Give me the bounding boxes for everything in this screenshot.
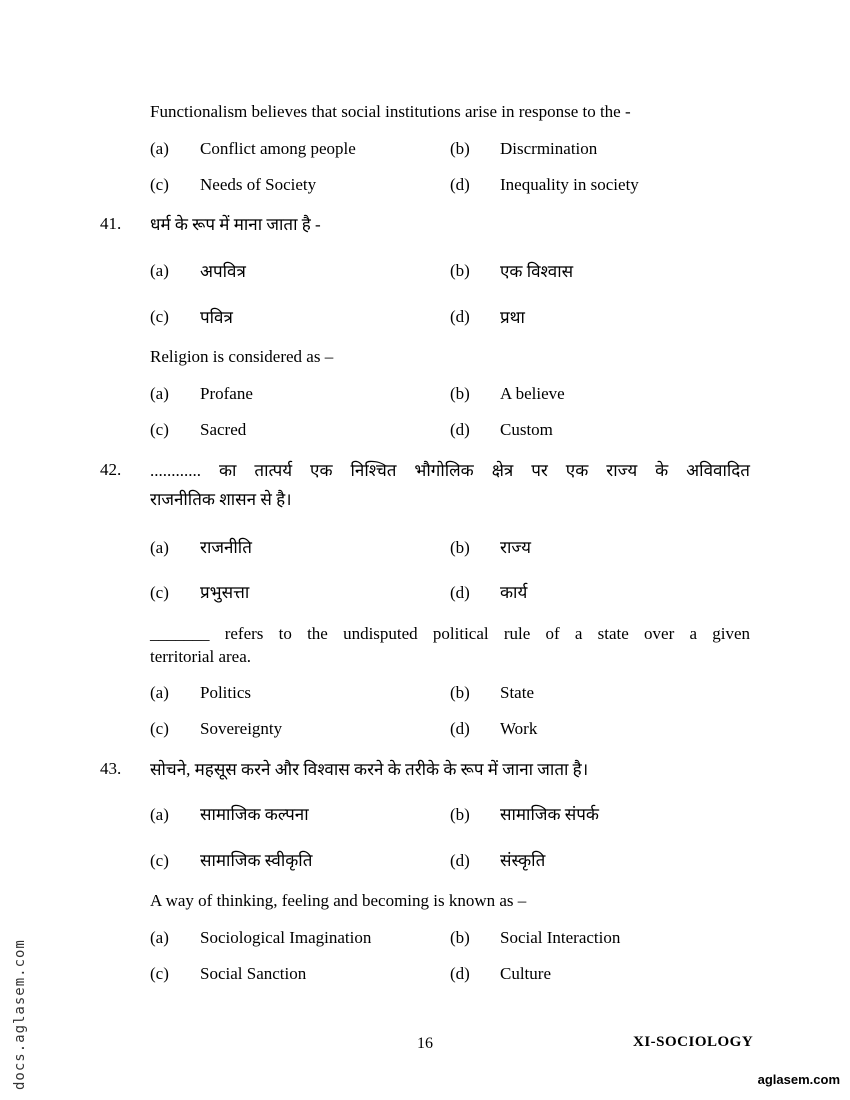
q41-option-d-letter: (d) bbox=[450, 420, 470, 439]
q40-option-a: Conflict among people bbox=[200, 139, 356, 158]
q42-option-c-letter: (c) bbox=[150, 719, 169, 738]
q43-hindi-option-a: सामाजिक कल्पना bbox=[200, 805, 309, 824]
q43-hindi-stem: सोचने, महसूस करने और विश्वास करने के तरीके के रूप में जाना जाता है। bbox=[150, 760, 589, 779]
q43-option-b: Social Interaction bbox=[500, 928, 621, 947]
q40-option-d-letter: (d) bbox=[450, 175, 470, 194]
q43-option-d-letter: (d) bbox=[450, 964, 470, 983]
q41-hindi-option-a-letter: (a) bbox=[150, 261, 169, 280]
q42-hindi-option-a: राजनीति bbox=[200, 538, 252, 557]
q41-english-stem: Religion is considered as – bbox=[150, 347, 334, 366]
q42-hindi-stem-line2: राजनीतिक शासन से है। bbox=[150, 490, 292, 509]
q41-hindi-option-d: प्रथा bbox=[500, 308, 525, 327]
q43-option-b-letter: (b) bbox=[450, 928, 470, 947]
bottom-right-watermark: aglasem.com bbox=[757, 1072, 840, 1087]
q41-hindi-option-b: एक विश्वास bbox=[500, 262, 574, 281]
q41-option-c-letter: (c) bbox=[150, 420, 169, 439]
q43-option-a-letter: (a) bbox=[150, 928, 169, 947]
q42-option-d: Work bbox=[500, 719, 538, 738]
q42-option-c: Sovereignty bbox=[200, 719, 283, 738]
q42-hindi-option-c: प्रभुसत्ता bbox=[200, 583, 250, 602]
q41-option-b-letter: (b) bbox=[450, 384, 470, 403]
q42-option-b-letter: (b) bbox=[450, 683, 470, 702]
q42-hindi-option-c-letter: (c) bbox=[150, 583, 169, 602]
q43-option-c-letter: (c) bbox=[150, 964, 169, 983]
q40-option-c-letter: (c) bbox=[150, 175, 169, 194]
q43-hindi-option-b-letter: (b) bbox=[450, 805, 470, 824]
q41-hindi-option-b-letter: (b) bbox=[450, 261, 470, 280]
q42-option-a-letter: (a) bbox=[150, 683, 169, 702]
q41-hindi-stem: धर्म के रूप में माना जाता है - bbox=[150, 215, 321, 234]
q42-option-b: State bbox=[500, 683, 534, 702]
q43-option-d: Culture bbox=[500, 964, 551, 983]
q42-number: 42. bbox=[100, 460, 122, 479]
q43-hindi-option-b: सामाजिक संपर्क bbox=[500, 805, 599, 824]
q42-hindi-option-d: कार्य bbox=[500, 583, 528, 602]
side-watermark: docs.aglasem.com bbox=[12, 939, 28, 1090]
q41-option-d: Custom bbox=[500, 420, 553, 439]
q41-option-b: A believe bbox=[500, 384, 565, 403]
q40-option-b-letter: (b) bbox=[450, 139, 470, 158]
q41-option-a-letter: (a) bbox=[150, 384, 169, 403]
q43-hindi-option-d: संस्कृति bbox=[500, 851, 546, 870]
q43-hindi-option-d-letter: (d) bbox=[450, 851, 470, 870]
q41-hindi-option-c-letter: (c) bbox=[150, 307, 169, 326]
q41-option-a: Profane bbox=[200, 384, 253, 403]
q40-option-c: Needs of Society bbox=[200, 175, 317, 194]
q43-english-stem: A way of thinking, feeling and becoming is known as – bbox=[150, 891, 527, 910]
q42-hindi-option-b-letter: (b) bbox=[450, 538, 470, 557]
q42-hindi-option-b: राज्य bbox=[500, 538, 531, 557]
q40-option-d: Inequality in society bbox=[500, 175, 639, 194]
q42-option-d-letter: (d) bbox=[450, 719, 470, 738]
page-number: 16 bbox=[417, 1035, 433, 1052]
q43-option-a: Sociological Imagination bbox=[200, 928, 372, 947]
q43-option-c: Social Sanction bbox=[200, 964, 307, 983]
q43-hindi-option-c: सामाजिक स्वीकृति bbox=[200, 851, 313, 870]
q42-english-stem-line2: territorial area. bbox=[150, 647, 251, 666]
q42-hindi-option-a-letter: (a) bbox=[150, 538, 169, 557]
q41-hindi-option-c: पवित्र bbox=[200, 308, 233, 327]
q42-english-stem-line1: _______ refers to the undisputed political rule of a state over a given bbox=[150, 624, 750, 643]
subject-footer: XI-SOCIOLOGY bbox=[633, 1034, 754, 1050]
q40-english-stem: Functionalism believes that social institutions arise in response to the - bbox=[150, 102, 631, 121]
q40-option-b: Discrmination bbox=[500, 139, 598, 158]
q42-hindi-option-d-letter: (d) bbox=[450, 583, 470, 602]
q42-option-a: Politics bbox=[200, 683, 252, 702]
q43-number: 43. bbox=[100, 759, 122, 778]
q41-hindi-option-a: अपवित्र bbox=[200, 262, 246, 281]
q41-option-c: Sacred bbox=[200, 420, 247, 439]
q41-number: 41. bbox=[100, 214, 122, 233]
q41-hindi-option-d-letter: (d) bbox=[450, 307, 470, 326]
q43-hindi-option-a-letter: (a) bbox=[150, 805, 169, 824]
q43-hindi-option-c-letter: (c) bbox=[150, 851, 169, 870]
q42-hindi-stem-line1: ............ का तात्पर्य एक निश्चित भौगोलिक क्षेत्र पर एक राज्य के अविवादित bbox=[150, 461, 750, 480]
q40-option-a-letter: (a) bbox=[150, 139, 169, 158]
